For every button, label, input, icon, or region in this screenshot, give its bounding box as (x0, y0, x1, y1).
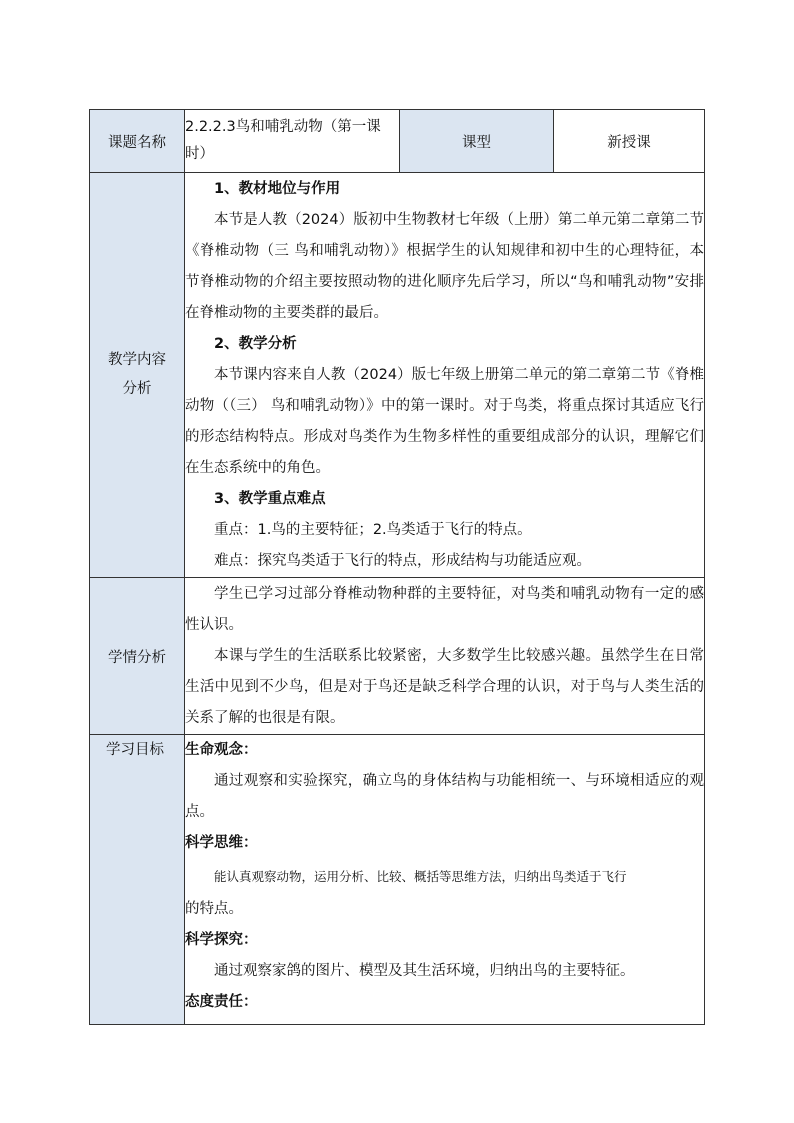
life-concept-heading: 生命观念： (185, 742, 258, 758)
title-value-cell (185, 110, 400, 173)
section-text-analysis: 本节课内容来自人教（2024）版七年级上册第二单元的第二章第二节《脊椎动物（（三） 鸟和哺乳动物）》中的第一课时。对于鸟类，将重点探讨其适应飞行的形态结构特点。形成对鸟类作为生物多样性的重要组成部分的认识，理解它们在生态系统中的角色。 (185, 366, 704, 476)
analysis-label-cell (90, 173, 185, 578)
scientific-thinking-heading: 科学思维： (185, 835, 258, 851)
lesson-plan-table (89, 109, 705, 1025)
goals-label: 学习目标 (106, 742, 164, 758)
students-row (90, 578, 705, 735)
title-label: 课题名称 (108, 134, 166, 151)
header-row (90, 110, 705, 173)
section-heading-keypoints: 3、教学重点难点 (214, 490, 326, 507)
type-value-cell (554, 110, 705, 173)
lesson-title: 2.2.2.3鸟和哺乳动物（第一课时） (185, 119, 381, 162)
title-label-cell (90, 110, 185, 173)
analysis-label-line1: 教学内容 (108, 352, 166, 368)
difficulty-text: 难点：探究鸟类适于飞行的特点，形成结构与功能适应观。 (214, 552, 591, 569)
section-heading-status: 1、教材地位与作用 (214, 180, 341, 197)
type-label: 课型 (462, 134, 491, 151)
section-heading-analysis: 2、教学分析 (214, 335, 297, 352)
students-label-cell (90, 578, 185, 735)
students-label: 学情分析 (108, 649, 166, 666)
life-concept-text: 通过观察和实验探究，确立鸟的身体结构与功能相统一、与环境相适应的观点。 (185, 773, 704, 820)
analysis-label-line2: 分析 (122, 381, 152, 397)
analysis-row (90, 173, 705, 578)
attitude-responsibility-heading: 态度责任： (185, 994, 258, 1010)
goals-label-cell (90, 735, 185, 1025)
scientific-inquiry-heading: 科学探究： (185, 932, 258, 948)
goals-content (185, 735, 705, 1025)
scientific-inquiry-text: 通过观察家鸽的图片、模型及其生活环境，归纳出鸟的主要特征。 (214, 963, 635, 979)
section-text-status: 本节是人教（2024）版初中生物教材七年级（上册）第二单元第二章第二节《脊椎动物（三 鸟和哺乳动物）》根据学生的认知规律和初中生的心理特征，本节脊椎动物的介绍主要按照动物的进化顺序先后学习，所以“鸟和哺乳动物”安排在脊椎动物的主要类群的最后。 (185, 211, 704, 321)
goals-row (90, 735, 705, 1025)
students-para-1: 学生已学习过部分脊椎动物种群的主要特征，对鸟类和哺乳动物有一定的感性认识。 (185, 585, 704, 633)
lesson-type: 新授课 (607, 134, 651, 151)
students-para-2: 本课与学生的生活联系比较紧密，大多数学生比较感兴趣。虽然学生在日常生活中见到不少鸟，但是对于鸟还是缺乏科学合理的认识，对于鸟与人类生活的关系了解的也很是有限。 (185, 647, 704, 726)
students-content (185, 578, 705, 735)
type-label-cell (400, 110, 554, 173)
key-point-text: 重点：1.鸟的主要特征；2.鸟类适于飞行的特点。 (214, 521, 532, 538)
scientific-thinking-text-cont: 的特点。 (185, 901, 243, 917)
scientific-thinking-text: 能认真观察动物，运用分析、比较、概括等思维方法，归纳出鸟类适于飞行 (214, 869, 627, 884)
analysis-content (185, 173, 705, 578)
